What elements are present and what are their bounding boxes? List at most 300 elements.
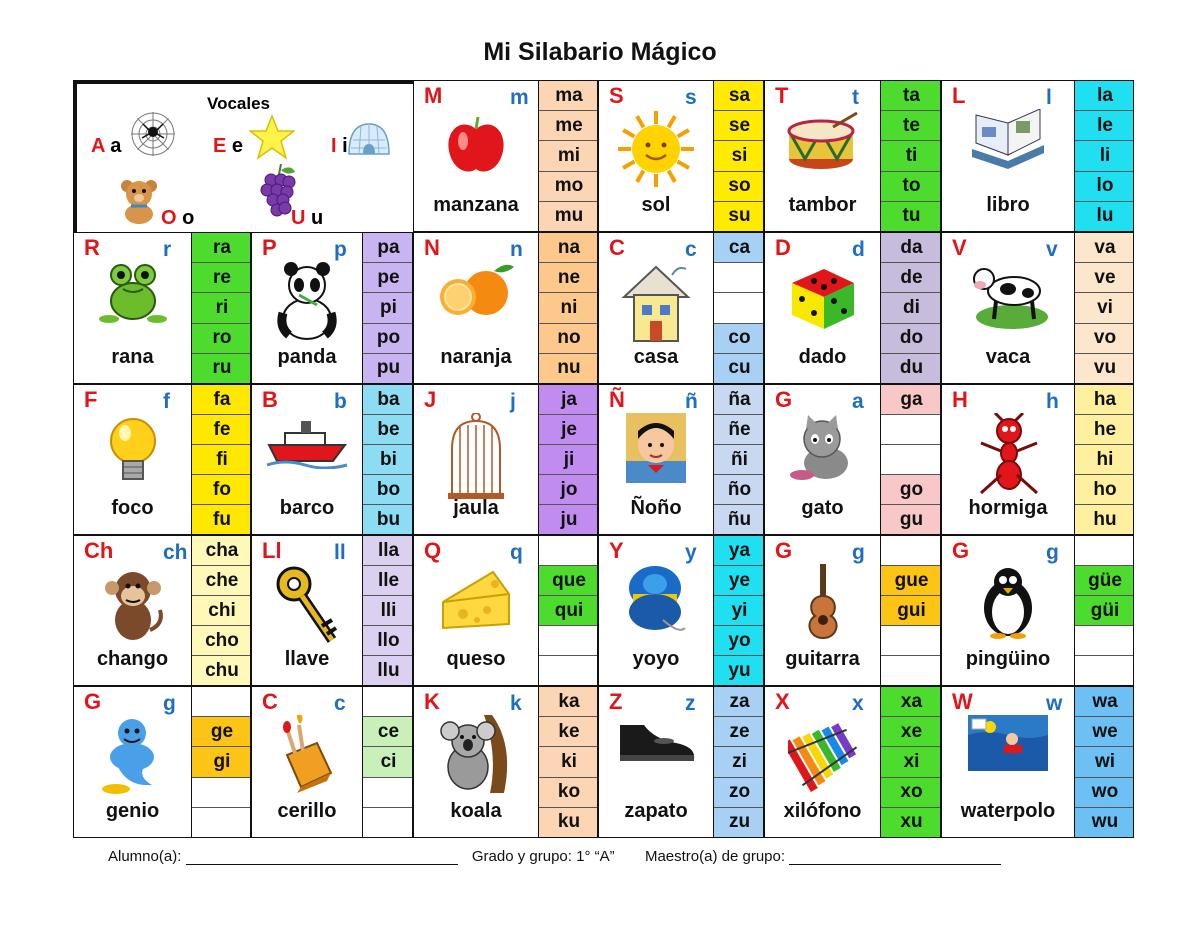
- syllable-column: [1074, 687, 1134, 837]
- syllable-column: [713, 233, 764, 383]
- syllable-column: [880, 233, 941, 383]
- syllable-column: [880, 385, 941, 534]
- cow-icon: [966, 261, 1050, 338]
- word-label: genio: [105, 800, 160, 822]
- lower-letter: v: [1046, 238, 1058, 261]
- syllable-column: [880, 536, 941, 685]
- syllable: se: [714, 111, 764, 141]
- syllable: va: [1075, 233, 1134, 263]
- syllable: ña: [714, 385, 764, 415]
- lower-letter: g: [1046, 541, 1059, 564]
- vowel-lower: e: [231, 135, 244, 157]
- syllable: re: [192, 263, 251, 293]
- syllable: [1075, 626, 1134, 656]
- syllable: ge: [192, 717, 251, 747]
- syllable: [363, 778, 413, 808]
- syllable: su: [714, 202, 764, 231]
- syllable: yu: [714, 656, 764, 685]
- lightbulb-icon: [103, 413, 163, 492]
- syllable: wi: [1075, 747, 1134, 777]
- vowels-cell: [76, 83, 416, 235]
- letter-cell-foco: [73, 384, 251, 535]
- word-label: libro: [986, 194, 1030, 216]
- letter-cell-casa: [598, 232, 764, 384]
- syllable: mi: [539, 141, 598, 171]
- syllable: je: [539, 415, 598, 445]
- syllable: ki: [539, 747, 598, 777]
- syllable: chi: [192, 596, 251, 626]
- syllable: ja: [539, 385, 598, 415]
- penguin-icon: [976, 564, 1040, 645]
- upper-letter: Ñ: [609, 387, 625, 412]
- syllable: ke: [539, 717, 598, 747]
- lower-letter: n: [510, 238, 523, 261]
- syllable: mo: [539, 172, 598, 202]
- lower-letter: x: [852, 692, 864, 715]
- syllable: ne: [539, 263, 598, 293]
- vowel-e: [213, 136, 243, 156]
- syllable: fa: [192, 385, 251, 415]
- word-label: casa: [633, 346, 679, 368]
- syllable: he: [1075, 415, 1134, 445]
- lower-letter: a: [852, 390, 864, 413]
- word-label: sol: [641, 194, 671, 216]
- letter-cell-zapato: [598, 686, 764, 838]
- lower-letter: s: [685, 86, 697, 109]
- letter-cell-dado: [764, 232, 941, 384]
- syllable: pi: [363, 293, 413, 323]
- upper-letter: J: [424, 387, 437, 412]
- upper-letter: K: [424, 689, 440, 714]
- igloo-icon: [347, 120, 391, 161]
- vowel-lower: a: [110, 135, 122, 157]
- syllable: lo: [1075, 172, 1134, 202]
- syllable: du: [881, 354, 941, 383]
- syllable: za: [714, 687, 764, 717]
- letter-cell-queso: [413, 535, 598, 686]
- syllable: zu: [714, 808, 764, 837]
- syllable: we: [1075, 717, 1134, 747]
- upper-letter: H: [952, 387, 968, 412]
- word-label: manzana: [433, 194, 519, 216]
- teacher-label: Maestro(a) de grupo:: [644, 848, 786, 865]
- lower-letter: f: [163, 390, 170, 413]
- syllable: wu: [1075, 808, 1134, 837]
- syllable: che: [192, 566, 251, 596]
- grade-label: Grado y grupo: 1° “A”: [471, 848, 615, 865]
- vowel-i: [331, 136, 348, 156]
- syllable: fu: [192, 505, 251, 534]
- syllable: xu: [881, 808, 941, 837]
- upper-letter: B: [262, 387, 278, 412]
- letter-cell-koala: [413, 686, 598, 838]
- syllabary-grid: [73, 80, 1134, 838]
- ant-icon: [973, 413, 1043, 502]
- syllable: le: [1075, 111, 1134, 141]
- syllable-column: [1074, 536, 1134, 685]
- letter-cell-barco: [251, 384, 413, 535]
- syllable-column: [713, 81, 764, 231]
- syllable-column: [713, 385, 764, 534]
- syllable: do: [881, 324, 941, 354]
- orange-icon: [434, 261, 518, 326]
- ship-icon: [265, 413, 349, 474]
- syllable: [1075, 536, 1134, 566]
- yoyo-icon: [623, 564, 689, 643]
- letter-cell-libro: [941, 80, 1134, 232]
- cat-icon: [788, 413, 858, 488]
- syllable: [192, 778, 251, 808]
- letter-cell-gato: [764, 384, 941, 535]
- matches-icon: [277, 715, 337, 800]
- lower-letter: d: [852, 238, 865, 261]
- syllable-column: [538, 233, 598, 383]
- syllable: ci: [363, 747, 413, 777]
- upper-letter: G: [952, 538, 970, 563]
- student-label: Alumno(a):: [108, 848, 182, 865]
- key-icon: [272, 564, 342, 653]
- syllable: ya: [714, 536, 764, 566]
- word-label: Ñoño: [630, 497, 682, 519]
- syllable: gui: [881, 596, 941, 626]
- syllable: ba: [363, 385, 413, 415]
- frog-icon: [97, 261, 169, 330]
- koala-icon: [438, 715, 514, 798]
- syllable-column: [191, 687, 251, 837]
- footer: [108, 848, 1001, 865]
- upper-letter: Ll: [262, 538, 282, 563]
- waterpolo-icon: [968, 715, 1048, 776]
- star-icon: [249, 114, 295, 165]
- word-label: waterpolo: [960, 800, 1056, 822]
- syllable: vi: [1075, 293, 1134, 323]
- upper-letter: D: [775, 235, 791, 260]
- word-label: pingüino: [965, 648, 1051, 670]
- letter-cell-ñoño: [598, 384, 764, 535]
- syllable: wa: [1075, 687, 1134, 717]
- word-label: foco: [111, 497, 154, 519]
- syllable: ti: [881, 141, 941, 171]
- upper-letter: R: [84, 235, 100, 260]
- syllable: lli: [363, 596, 413, 626]
- vowel-upper: I: [331, 135, 337, 157]
- syllable: ra: [192, 233, 251, 263]
- student-name-line[interactable]: [186, 850, 458, 865]
- dice-icon: [788, 261, 858, 336]
- syllable: li: [1075, 141, 1134, 171]
- syllable: ye: [714, 566, 764, 596]
- syllable: na: [539, 233, 598, 263]
- word-label: naranja: [440, 346, 512, 368]
- syllable: te: [881, 111, 941, 141]
- word-label: koala: [450, 800, 502, 822]
- syllable: gu: [881, 505, 941, 534]
- syllable-column: [1074, 233, 1134, 383]
- upper-letter: G: [775, 538, 793, 563]
- syllable: [881, 656, 941, 685]
- word-label: barco: [279, 497, 335, 519]
- letter-cell-llave: [251, 535, 413, 686]
- letter-cell-pingüino: [941, 535, 1134, 686]
- syllable: [363, 687, 413, 717]
- syllable: go: [881, 475, 941, 505]
- upper-letter: M: [424, 83, 443, 108]
- letter-cell-sol: [598, 80, 764, 232]
- letter-cell-rana: [73, 232, 251, 384]
- lower-letter: c: [685, 238, 697, 261]
- syllable: xe: [881, 717, 941, 747]
- upper-letter: W: [952, 689, 973, 714]
- syllable: hu: [1075, 505, 1134, 534]
- vowel-upper: E: [213, 135, 227, 157]
- upper-letter: T: [775, 83, 789, 108]
- syllable-column: [362, 687, 413, 837]
- spider-web-icon: [129, 110, 177, 163]
- syllable: yi: [714, 596, 764, 626]
- word-label: hormiga: [968, 497, 1048, 519]
- syllable: ro: [192, 324, 251, 354]
- syllable: si: [714, 141, 764, 171]
- page-title: Mi Silabario Mágico: [483, 38, 717, 66]
- syllable: [192, 687, 251, 717]
- syllable: xa: [881, 687, 941, 717]
- syllable: chu: [192, 656, 251, 685]
- syllable: zi: [714, 747, 764, 777]
- syllable: ñu: [714, 505, 764, 534]
- syllable: fe: [192, 415, 251, 445]
- syllable: yo: [714, 626, 764, 656]
- syllable: [539, 536, 598, 566]
- lower-letter: h: [1046, 390, 1059, 413]
- letter-cell-manzana: [413, 80, 598, 232]
- syllable: di: [881, 293, 941, 323]
- syllable: [192, 808, 251, 837]
- syllable-column: [880, 687, 941, 837]
- syllable: ri: [192, 293, 251, 323]
- syllable-column: [538, 687, 598, 837]
- syllable: ka: [539, 687, 598, 717]
- upper-letter: X: [775, 689, 790, 714]
- lower-letter: ch: [163, 541, 188, 564]
- syllable: be: [363, 415, 413, 445]
- syllable: da: [881, 233, 941, 263]
- syllable-column: [538, 536, 598, 685]
- syllable: [714, 263, 764, 293]
- lower-letter: ll: [334, 541, 346, 564]
- lower-letter: q: [510, 541, 523, 564]
- syllable: ce: [363, 717, 413, 747]
- syllable: [714, 293, 764, 323]
- upper-letter: Ch: [84, 538, 114, 563]
- syllable: nu: [539, 354, 598, 383]
- lower-letter: t: [852, 86, 859, 109]
- lower-letter: l: [1046, 86, 1052, 109]
- syllable: co: [714, 324, 764, 354]
- letter-cell-vaca: [941, 232, 1134, 384]
- syllable: ñe: [714, 415, 764, 445]
- teacher-name-line[interactable]: [789, 850, 1001, 865]
- boy-icon: [626, 413, 686, 488]
- vowel-upper: U: [291, 207, 306, 229]
- syllable: mu: [539, 202, 598, 231]
- syllable: jo: [539, 475, 598, 505]
- syllable-column: [538, 385, 598, 534]
- syllable: cu: [714, 354, 764, 383]
- syllable: [881, 626, 941, 656]
- syllable: ma: [539, 81, 598, 111]
- birdcage-icon: [444, 413, 508, 508]
- syllable: de: [881, 263, 941, 293]
- lower-letter: w: [1046, 692, 1063, 715]
- upper-letter: C: [262, 689, 278, 714]
- syllable: [539, 656, 598, 685]
- syllable: po: [363, 324, 413, 354]
- syllable: [1075, 656, 1134, 685]
- syllable: que: [539, 566, 598, 596]
- book-icon: [968, 109, 1048, 180]
- syllable: lle: [363, 566, 413, 596]
- syllable: to: [881, 172, 941, 202]
- syllable: ñi: [714, 445, 764, 475]
- syllable: ju: [539, 505, 598, 534]
- upper-letter: Z: [609, 689, 623, 714]
- lower-letter: b: [334, 390, 347, 413]
- upper-letter: C: [609, 235, 625, 260]
- syllable-column: [191, 385, 251, 534]
- monkey-icon: [98, 564, 168, 649]
- panda-icon: [271, 261, 343, 346]
- vowel-upper: O: [161, 207, 177, 229]
- word-label: rana: [111, 346, 154, 368]
- cheese-icon: [439, 564, 513, 639]
- syllable: xo: [881, 778, 941, 808]
- lower-letter: j: [510, 390, 516, 413]
- syllable-column: [1074, 81, 1134, 231]
- letter-cell-guitarra: [764, 535, 941, 686]
- syllable: ga: [881, 385, 941, 415]
- house-icon: [620, 261, 692, 350]
- syllable-column: [191, 233, 251, 383]
- word-label: tambor: [788, 194, 857, 216]
- syllable: bi: [363, 445, 413, 475]
- syllable: pu: [363, 354, 413, 383]
- lower-letter: g: [852, 541, 865, 564]
- grapes-icon: [259, 164, 299, 227]
- drum-icon: [783, 109, 863, 180]
- syllable-column: [362, 385, 413, 534]
- syllable: fi: [192, 445, 251, 475]
- syllable-column: [362, 536, 413, 685]
- letter-cell-waterpolo: [941, 686, 1134, 838]
- syllable: ni: [539, 293, 598, 323]
- shoe-icon: [614, 715, 698, 772]
- word-label: chango: [96, 648, 169, 670]
- lower-letter: y: [685, 541, 697, 564]
- apple-icon: [441, 109, 511, 184]
- syllable-column: [880, 81, 941, 231]
- upper-letter: P: [262, 235, 277, 260]
- syllable: bo: [363, 475, 413, 505]
- syllable: wo: [1075, 778, 1134, 808]
- word-label: guitarra: [785, 648, 860, 670]
- syllable: ca: [714, 233, 764, 263]
- syllable: güi: [1075, 596, 1134, 626]
- letter-cell-tambor: [764, 80, 941, 232]
- sun-icon: [616, 109, 696, 194]
- syllable: xi: [881, 747, 941, 777]
- word-label: cerillo: [277, 800, 337, 822]
- vowel-a: [91, 136, 121, 156]
- syllable-column: [191, 536, 251, 685]
- syllable: llu: [363, 656, 413, 685]
- upper-letter: G: [84, 689, 102, 714]
- word-label: panda: [277, 346, 337, 368]
- syllable: ta: [881, 81, 941, 111]
- letter-cell-yoyo: [598, 535, 764, 686]
- syllable: lla: [363, 536, 413, 566]
- guitar-icon: [803, 564, 843, 645]
- word-label: jaula: [453, 497, 499, 519]
- word-label: gato: [801, 497, 844, 519]
- syllable: bu: [363, 505, 413, 534]
- syllable: vo: [1075, 324, 1134, 354]
- letter-cell-chango: [73, 535, 251, 686]
- word-label: dado: [798, 346, 847, 368]
- syllable: ve: [1075, 263, 1134, 293]
- syllable: ho: [1075, 475, 1134, 505]
- lower-letter: k: [510, 692, 522, 715]
- syllable: ze: [714, 717, 764, 747]
- upper-letter: N: [424, 235, 440, 260]
- upper-letter: Y: [609, 538, 624, 563]
- syllable-column: [713, 687, 764, 837]
- syllable: tu: [881, 202, 941, 231]
- word-label: vaca: [985, 346, 1031, 368]
- lower-letter: g: [163, 692, 176, 715]
- syllable: sa: [714, 81, 764, 111]
- syllable: qui: [539, 596, 598, 626]
- genie-icon: [98, 715, 168, 800]
- lower-letter: c: [334, 692, 346, 715]
- syllable: llo: [363, 626, 413, 656]
- teddy-bear-icon: [117, 176, 161, 229]
- upper-letter: L: [952, 83, 966, 108]
- syllable: güe: [1075, 566, 1134, 596]
- word-label: zapato: [624, 800, 688, 822]
- syllable: fo: [192, 475, 251, 505]
- lower-letter: m: [510, 86, 529, 109]
- lower-letter: p: [334, 238, 347, 261]
- lower-letter: ñ: [685, 390, 698, 413]
- syllable: vu: [1075, 354, 1134, 383]
- word-label: queso: [446, 648, 506, 670]
- vowels-label: Vocales: [207, 94, 271, 113]
- vowel-upper: A: [91, 135, 105, 157]
- syllable: gue: [881, 566, 941, 596]
- vowel-lower: i: [342, 135, 348, 157]
- syllable: cha: [192, 536, 251, 566]
- lower-letter: r: [163, 238, 172, 261]
- letter-cell-jaula: [413, 384, 598, 535]
- word-label: xilófono: [783, 800, 862, 822]
- lower-letter: z: [685, 692, 696, 715]
- syllable: [881, 445, 941, 475]
- vowel-lower: u: [311, 207, 324, 229]
- syllable-column: [713, 536, 764, 685]
- letter-cell-xilófono: [764, 686, 941, 838]
- letter-cell-naranja: [413, 232, 598, 384]
- syllable: [539, 626, 598, 656]
